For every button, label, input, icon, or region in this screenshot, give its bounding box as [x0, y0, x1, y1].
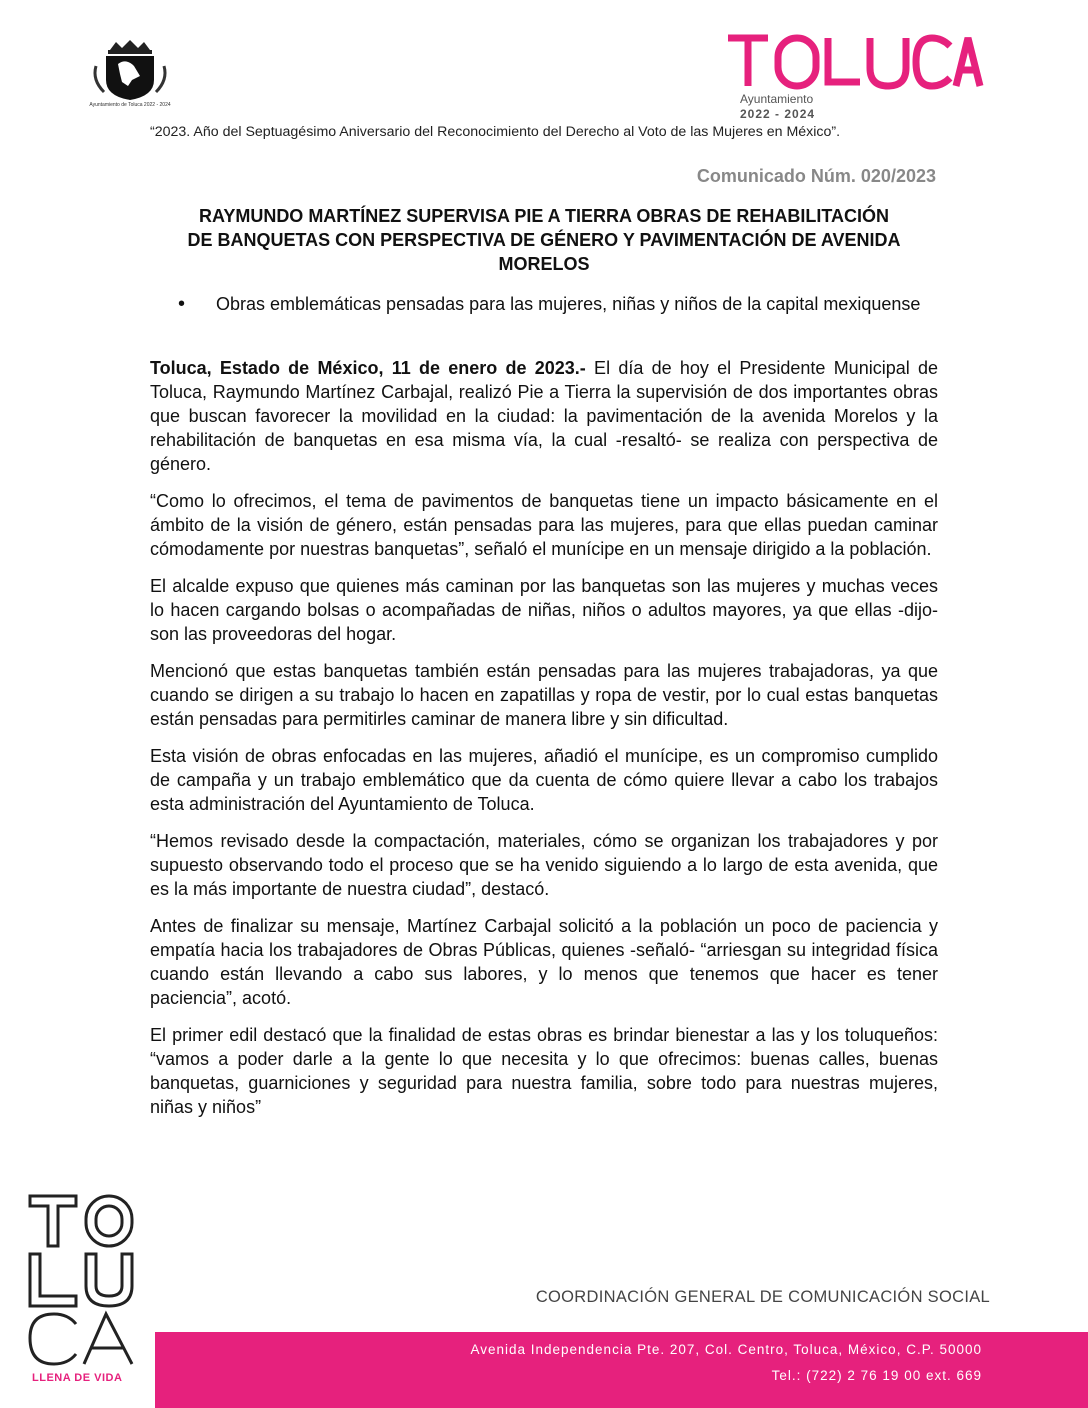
- toluca-stacked-logo-icon: [28, 1192, 140, 1368]
- lead-paragraph: [150, 356, 938, 476]
- article-body: [150, 356, 938, 1132]
- toluca-wordmark-icon: [724, 32, 986, 90]
- summary-bullets: [178, 292, 938, 316]
- footer-contact-bar: [155, 1332, 1088, 1408]
- release-number: Comunicado Núm. 020/2023: [696, 166, 936, 186]
- brand-subtitle: Ayuntamiento: [740, 92, 814, 106]
- toluca-brand-logo: [724, 32, 986, 127]
- body-paragraph: Esta visión de obras enfocadas en las mujeres, añadió el munícipe, es un compromiso cumplido de campaña y un trabajo emblemático que da cuenta de cómo quiere llevar a cabo los trabajos esta administración del Ayuntamiento de Toluca.: [150, 746, 938, 814]
- footer-tagline: LLENA DE VIDA: [32, 1372, 123, 1384]
- lead-text: El día de hoy el Presidente Municipal de Toluca, Raymundo Martínez Carbajal, realizó Pie a Tierra la supervisión de dos importantes obras que buscan favorecer la movilidad en la ciudad: la pavimentación de la avenida Morelos y la rehabilitación de banquetas en esa misma vía, la cual -resaltó- se realiza con perspectiva de género.: [150, 358, 938, 474]
- headline-line: RAYMUNDO MARTÍNEZ SUPERVISA PIE A TIERRA OBRAS DE REHABILITACIÓN: [198, 206, 890, 226]
- headline-line: MORELOS: [498, 254, 590, 274]
- body-paragraph: El alcalde expuso que quienes más caminan por las banquetas son las mujeres y muchas veces lo hacen cargando bolsas o acompañadas de niñas, niños o adultos mayores, ya que ellas -dijo- son las proveedoras del hogar.: [150, 576, 938, 644]
- headline-line: DE BANQUETAS CON PERSPECTIVA DE GÉNERO Y PAVIMENTACIÓN DE AVENIDA: [187, 230, 901, 250]
- body-paragraph: “Hemos revisado desde la compactación, materiales, cómo se organizan los trabajadores y por supuesto observando todo el proceso que se ha venido siguiendo a lo largo de esta avenida, que es la más importante de nuestra ciudad”, destacó.: [150, 831, 938, 899]
- seal-caption: Ayuntamiento de Toluca 2022 - 2024: [89, 102, 171, 108]
- body-paragraph: Mencionó que estas banquetas también están pensadas para las mujeres trabajadoras, ya que cuando se dirigen a su trabajo lo hacen en zapatillas y ropa de vestir, por lo cual estas banquetas están pensadas para permitirles caminar de manera libre y sin dificultad.: [150, 661, 938, 729]
- dateline: Toluca, Estado de México, 11 de enero de 2023.-: [150, 358, 586, 378]
- body-paragraph: Antes de finalizar su mensaje, Martínez Carbajal solicitó a la población un poco de paciencia y empatía hacia los trabajadores de Obras Públicas, quienes -señaló- “arriesgan su integridad física cuando están llevando a cabo sus labores, y lo menos que tenemos que hacer es tener paciencia”, acotó.: [150, 916, 938, 1008]
- department-name: COORDINACIÓN GENERAL DE COMUNICACIÓN SOCIAL: [535, 1288, 990, 1306]
- headline: [150, 204, 938, 276]
- summary-bullet: • Obras emblemáticas pensadas para las mujeres, niñas y niños de la capital mexiquense: [178, 292, 938, 316]
- coat-of-arms-icon: [88, 36, 172, 102]
- body-paragraph: El primer edil destacó que la finalidad de estas obras es brindar bienestar a las y los toluqueños: “vamos a poder darle a la gente lo que necesita y lo que ofrecimos: buenas calles, buenas banquetas, guarniciones y seguridad para nuestra familia, sobre todo para nuestras mujeres, niñas y niños”: [150, 1025, 938, 1117]
- footer-toluca-logo: [28, 1192, 140, 1392]
- year-motto: “2023. Año del Septuagésimo Aniversario del Reconocimiento del Derecho al Voto de las Mujeres en México”.: [150, 124, 841, 140]
- footer-address: Avenida Independencia Pte. 207, Col. Centro, Toluca, México, C.P. 50000: [470, 1342, 982, 1357]
- footer-phone: Tel.: (722) 2 76 19 00 ext. 669: [771, 1368, 982, 1383]
- body-paragraph: “Como lo ofrecimos, el tema de pavimentos de banquetas tiene un impacto básicamente en el ámbito de la visión de género, están pensadas para las mujeres, para que ellas puedan caminar cómodamente por nuestras banquetas”, señaló el munícipe en un mensaje dirigido a la población.: [150, 491, 938, 559]
- municipal-seal: [88, 36, 172, 120]
- brand-years: 2022 - 2024: [740, 107, 816, 121]
